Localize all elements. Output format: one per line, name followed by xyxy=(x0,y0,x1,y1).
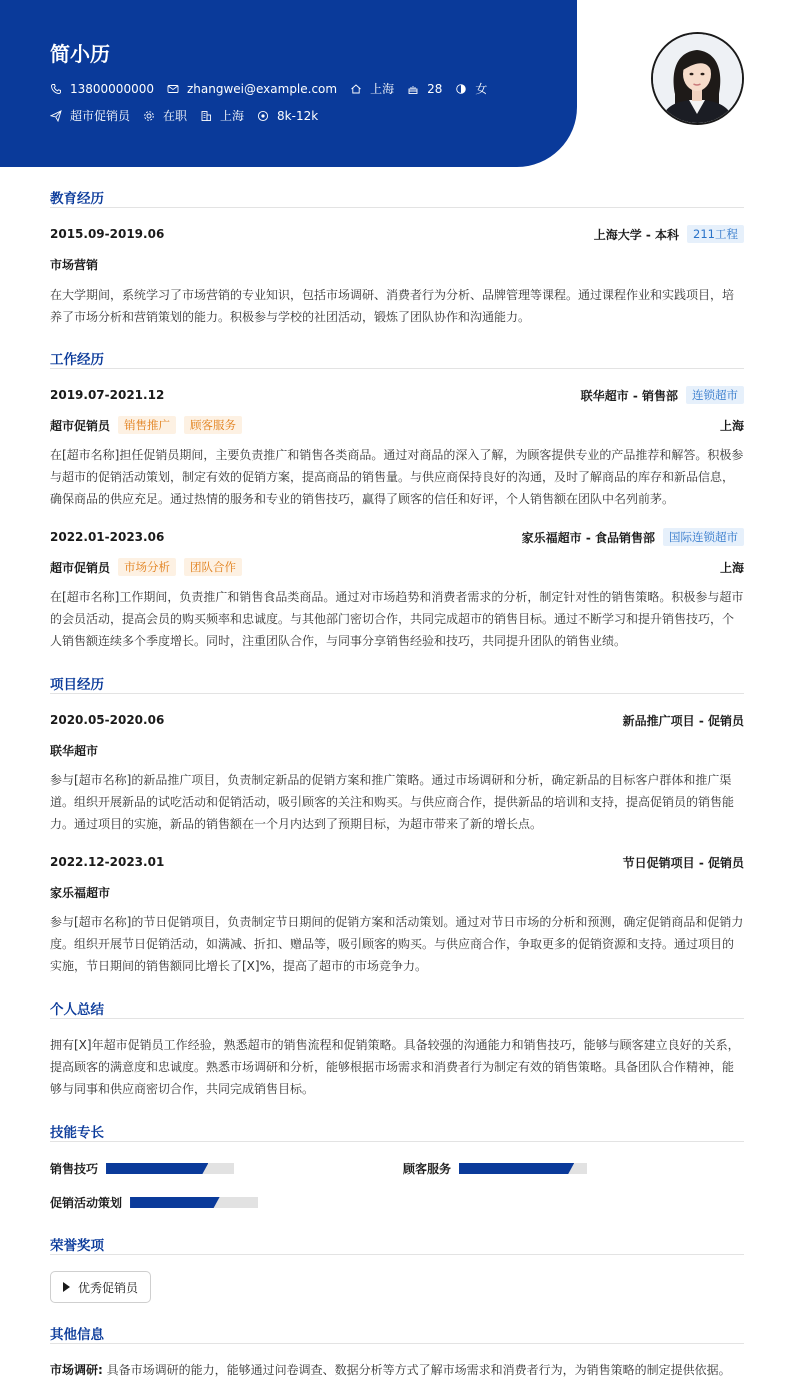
work-company: 联华超市 - 销售部 xyxy=(580,388,678,403)
work-role-row xyxy=(50,558,744,576)
section-title-projects: 项目经历 xyxy=(50,677,104,693)
education-school-group xyxy=(594,225,744,243)
email-text: zhangwei@example.com xyxy=(186,81,338,96)
work-role-row xyxy=(50,416,744,434)
other-info-text: 具备市场调研的能力，能够通过问卷调查、数据分析等方式了解市场需求和消费者行为，为销售策略的制定提供依据。 xyxy=(106,1363,731,1377)
work-skill-tag: 市场分析 xyxy=(118,558,176,576)
other-info xyxy=(50,1359,744,1381)
section-divider xyxy=(50,207,744,208)
avatar xyxy=(651,32,744,125)
target-job-info xyxy=(50,107,130,124)
project-period: 2020.05-2020.06 xyxy=(50,713,165,727)
skill-level-bar xyxy=(130,1197,258,1208)
education-tag: 211工程 xyxy=(687,225,744,243)
salary-text: 8k-12k xyxy=(277,108,319,123)
section-divider xyxy=(50,1343,744,1344)
location-text: 上海 xyxy=(370,82,395,96)
home-icon xyxy=(350,83,362,95)
mail-icon xyxy=(167,83,179,95)
work-role: 超市促销员 xyxy=(50,418,111,433)
education-school: 上海大学 - 本科 xyxy=(593,227,680,242)
work-skill-tag: 销售推广 xyxy=(118,416,176,434)
section-divider xyxy=(50,1254,744,1255)
project-name: 新品推广项目 - 促销员 xyxy=(622,713,744,728)
skill-name: 促销活动策划 xyxy=(50,1196,123,1210)
phone-icon xyxy=(50,83,62,95)
building-icon xyxy=(200,110,212,122)
project-org-row xyxy=(50,741,744,759)
section-title-skills: 技能专长 xyxy=(50,1125,104,1141)
money-icon xyxy=(257,110,269,122)
project-org: 联华超市 xyxy=(50,743,99,758)
work-role-group xyxy=(50,416,242,434)
section-divider xyxy=(50,368,744,369)
skill-name: 顾客服务 xyxy=(403,1162,452,1176)
education-major-row xyxy=(50,255,744,273)
section-title-honors: 荣誉奖项 xyxy=(50,1238,104,1254)
job-intent-row xyxy=(50,107,331,124)
work-company-group xyxy=(581,386,744,404)
section-title-education: 教育经历 xyxy=(50,191,104,207)
work-period: 2019.07-2021.12 xyxy=(50,388,165,402)
age-info xyxy=(407,82,442,96)
work-company-tag: 国际连锁超市 xyxy=(663,528,744,546)
salary-info xyxy=(257,109,318,123)
project-org: 家乐福超市 xyxy=(50,885,111,900)
gender-info xyxy=(455,80,487,97)
location-info xyxy=(350,80,394,97)
education-period: 2015.09-2019.06 xyxy=(50,227,165,241)
work-role-group xyxy=(50,558,242,576)
section-title-summary: 个人总结 xyxy=(50,1002,104,1018)
skill-item xyxy=(50,1160,234,1177)
project-name: 节日促销项目 - 促销员 xyxy=(622,855,744,870)
cake-icon xyxy=(407,83,419,95)
send-icon xyxy=(50,110,62,122)
work-role: 超市促销员 xyxy=(50,560,111,575)
skill-item xyxy=(50,1194,258,1211)
gender-icon xyxy=(455,83,467,95)
work-city: 上海 xyxy=(719,560,744,575)
skill-level-fill xyxy=(106,1163,208,1174)
work-city: 上海 xyxy=(719,418,744,433)
target-job-text: 超市促销员 xyxy=(70,109,131,123)
work-skill-tag: 顾客服务 xyxy=(184,416,242,434)
other-info-label: 市场调研: xyxy=(50,1363,103,1377)
status-info xyxy=(143,107,187,124)
work-header-row xyxy=(50,386,744,404)
gender-text: 女 xyxy=(475,82,488,96)
skill-name: 销售技巧 xyxy=(50,1162,99,1176)
education-description: 在大学期间，系统学习了市场营销的专业知识，包括市场调研、消费者行为分析、品牌管理等课程。通过课程作业和实践项目，培养了市场分析和营销策划的能力。积极参与学校的社团活动，锻炼了团队协作和沟通能力。 xyxy=(50,288,735,324)
gear-icon xyxy=(143,110,155,122)
skill-item xyxy=(403,1160,587,1177)
email-info xyxy=(167,82,337,96)
skill-level-fill xyxy=(459,1163,574,1174)
project-header-row xyxy=(50,853,744,871)
honor-name: 优秀促销员 xyxy=(78,1280,139,1295)
portrait-image xyxy=(653,34,742,123)
summary-text: 拥有[X]年超市促销员工作经验，熟悉超市的销售流程和促销策略。具备较强的沟通能力和销售技巧，能够与顾客建立良好的关系，提高顾客的满意度和忠诚度。熟悉市场调研和分析，能够根据市场需求和消费者行为制定有效的销售策略。具备团队合作精神，能够与同事和供应商密切合作，共同完成销售目标。 xyxy=(50,1038,740,1096)
education-major: 市场营销 xyxy=(50,257,99,272)
skill-level-fill xyxy=(130,1197,220,1208)
age-text: 28 xyxy=(427,81,443,96)
section-divider xyxy=(50,1018,744,1019)
section-title-other: 其他信息 xyxy=(50,1327,104,1343)
section-divider xyxy=(50,693,744,694)
target-city-text: 上海 xyxy=(220,109,245,123)
work-company-group xyxy=(522,528,744,546)
phone-info xyxy=(50,82,154,96)
target-city-info xyxy=(200,107,244,124)
phone-text: 13800000000 xyxy=(70,81,154,96)
work-company: 家乐福超市 - 食品销售部 xyxy=(521,530,655,545)
project-org-row xyxy=(50,883,744,901)
project-description: 参与[超市名称]的节日促销项目，负责制定节日期间的促销方案和活动策划。通过对节日市场的分析和预测，确定促销商品和促销力度。组织开展节日促销活动，如满减、折扣、赠品等，吸引顾客的购买。与供应商合作，争取更多的促销资源和支持。通过项目的实施，节日期间的销售额同比增长了[X]%，提高了超市的市场竞争力。 xyxy=(50,915,744,973)
project-description: 参与[超市名称]的新品推广项目，负责制定新品的促销方案和推广策略。通过市场调研和分析，确定新品的目标客户群体和推广渠道。组织开展新品的试吃活动和促销活动，吸引顾客的关注和购买。与供应商合作，提供新品的培训和支持，提高促销员的销售能力。通过项目的实施，新品的销售额在一个月内达到了预期目标，为超市带来了新的增长点。 xyxy=(50,773,735,831)
status-text: 在职 xyxy=(163,109,188,123)
project-period: 2022.12-2023.01 xyxy=(50,855,165,869)
skill-level-bar xyxy=(459,1163,587,1174)
candidate-name: 简小历 xyxy=(50,42,110,66)
work-description: 在[超市名称]担任促销员期间，主要负责推广和销售各类商品。通过对商品的深入了解，为顾客提供专业的产品推荐和解答。积极参与超市的促销活动策划，制定有效的促销方案，提高商品的销售量。与供应商保持良好的沟通，及时了解商品的库存和新品信息，确保商品的供应充足。通过热情的服务和专业的销售技巧，赢得了顾客的信任和好评，个人销售额在团队中名列前茅。 xyxy=(50,448,744,506)
work-company-tag: 连锁超市 xyxy=(686,386,744,404)
section-divider xyxy=(50,1141,744,1142)
section-title-work: 工作经历 xyxy=(50,352,104,368)
contact-row xyxy=(50,80,500,97)
work-period: 2022.01-2023.06 xyxy=(50,530,165,544)
work-skill-tag: 团队合作 xyxy=(184,558,242,576)
resume-header xyxy=(0,0,577,167)
work-description: 在[超市名称]工作期间，负责推广和销售食品类商品。通过对市场趋势和消费者需求的分析，制定针对性的销售策略。积极参与超市的会员活动，提高会员的购买频率和忠诚度。与其他部门密切合作，共同完成超市的销售目标。通过不断学习和提升销售技巧，个人销售额连续多个季度增长。同时，注重团队合作，与同事分享销售经验和技巧，共同提升团队的销售业绩。 xyxy=(50,590,744,648)
honor-item xyxy=(50,1271,151,1303)
skill-level-bar xyxy=(106,1163,234,1174)
project-header-row xyxy=(50,711,744,729)
work-header-row xyxy=(50,528,744,546)
triangle-right-icon xyxy=(63,1282,70,1292)
education-header-row xyxy=(50,225,744,243)
